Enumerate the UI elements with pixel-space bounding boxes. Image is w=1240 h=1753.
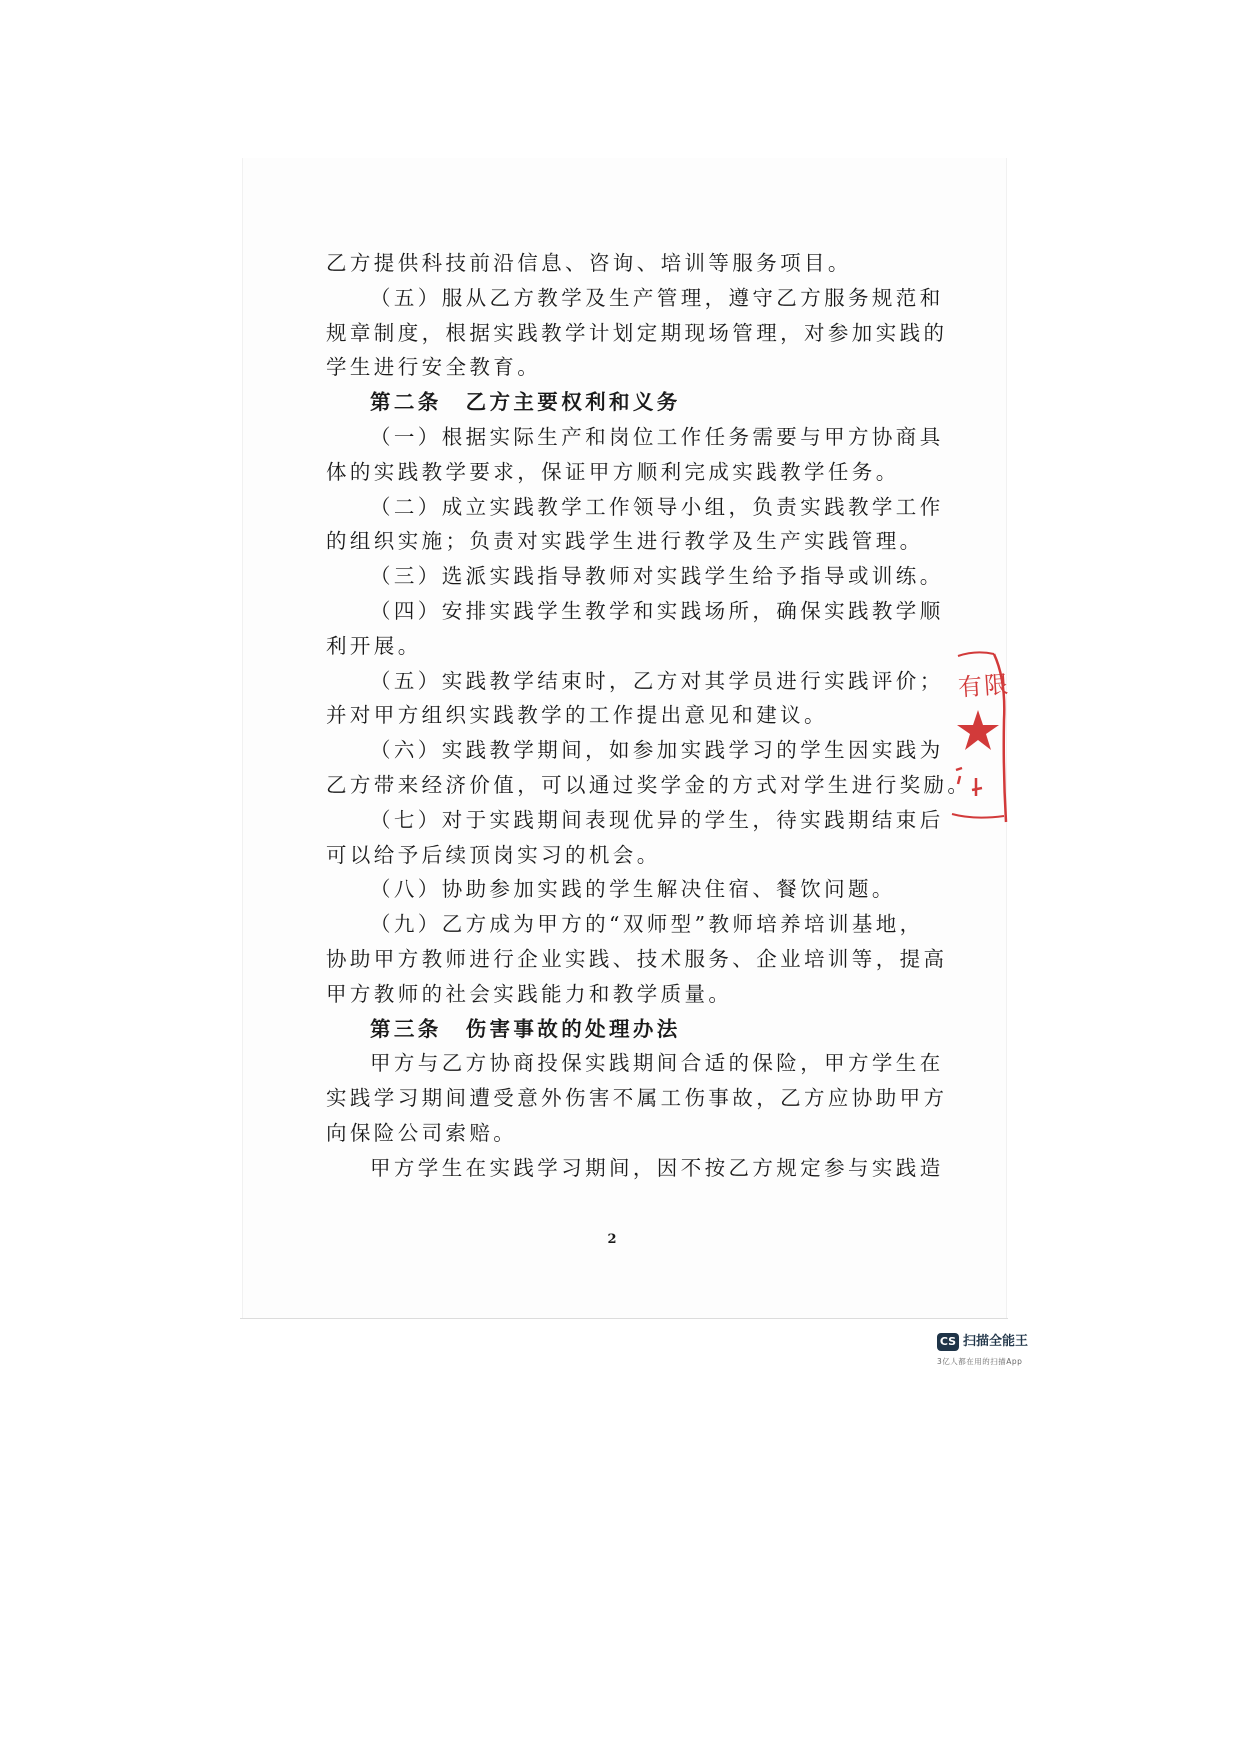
body-line: （二）成立实践教学工作领导小组，负责实践教学工作 [370, 494, 944, 519]
body-line: （九）乙方成为甲方的“双师型”教师培养培训基地， [370, 912, 924, 937]
watermark-app-name: 扫描全能王 [963, 1334, 1029, 1349]
body-line: 甲方学生在实践学习期间，因不按乙方规定参与实践造 [370, 1155, 944, 1180]
body-line: 甲方教师的社会实践能力和教学质量。 [326, 981, 733, 1006]
body-line: 可以给予后续顶岗实习的机会。 [326, 842, 661, 867]
body-line: （五）服从乙方教学及生产管理，遵守乙方服务规范和 [370, 285, 944, 310]
body-line: 体的实践教学要求，保证甲方顺利完成实践教学任务。 [326, 459, 900, 484]
body-line: （三）选派实践指导教师对实践学生给予指导或训练。 [370, 564, 944, 589]
body-line: 协助甲方教师进行企业实践、技术服务、企业培训等，提高 [326, 946, 948, 971]
body-line: 的组织实施；负责对实践学生进行教学及生产实践管理。 [326, 529, 924, 554]
body-line: 并对甲方组织实践教学的工作提出意见和建议。 [326, 703, 828, 728]
scanner-watermark [937, 1333, 1047, 1378]
red-seal-stamp [950, 650, 1010, 825]
page-edge-line [240, 1318, 1008, 1319]
watermark-slogan: 3亿人都在用的扫描App [937, 1357, 1023, 1366]
camscanner-logo-icon: CS [937, 1333, 959, 1351]
document-body [326, 246, 972, 1186]
body-line: 利开展。 [326, 633, 422, 658]
body-line: （四）安排实践学生教学和实践场所，确保实践教学顺 [370, 598, 944, 623]
seal-text: 有限 [957, 670, 1012, 702]
body-line: （八）协助参加实践的学生解决住宿、餐饮问题。 [370, 877, 896, 902]
body-line: 规章制度，根据实践教学计划定期现场管理，对参加实践的 [326, 320, 948, 345]
body-line: （五）实践教学结束时，乙方对其学员进行实践评价； [370, 668, 944, 693]
body-line: （七）对于实践期间表现优异的学生，待实践期结束后 [370, 807, 944, 832]
page-number: 2 [607, 1232, 617, 1247]
body-line: 甲方与乙方协商投保实践期间合适的保险，甲方学生在 [370, 1051, 944, 1076]
body-line: 学生进行安全教育。 [326, 355, 542, 380]
body-line: （六）实践教学期间，如参加实践学习的学生因实践为 [370, 738, 944, 763]
body-line: （一）根据实际生产和岗位工作任务需要与甲方协商具 [370, 424, 944, 449]
article-heading: 第二条 乙方主要权利和义务 [370, 390, 681, 415]
body-line: 乙方提供科技前沿信息、咨询、培训等服务项目。 [326, 251, 852, 275]
body-line: 实践学习期间遭受意外伤害不属工伤事故，乙方应协助甲方 [326, 1086, 948, 1111]
article-heading: 第三条 伤害事故的处理办法 [370, 1016, 681, 1041]
body-line: 向保险公司索赔。 [326, 1120, 518, 1145]
body-line: 乙方带来经济价值，可以通过奖学金的方式对学生进行奖励。 [326, 772, 972, 797]
